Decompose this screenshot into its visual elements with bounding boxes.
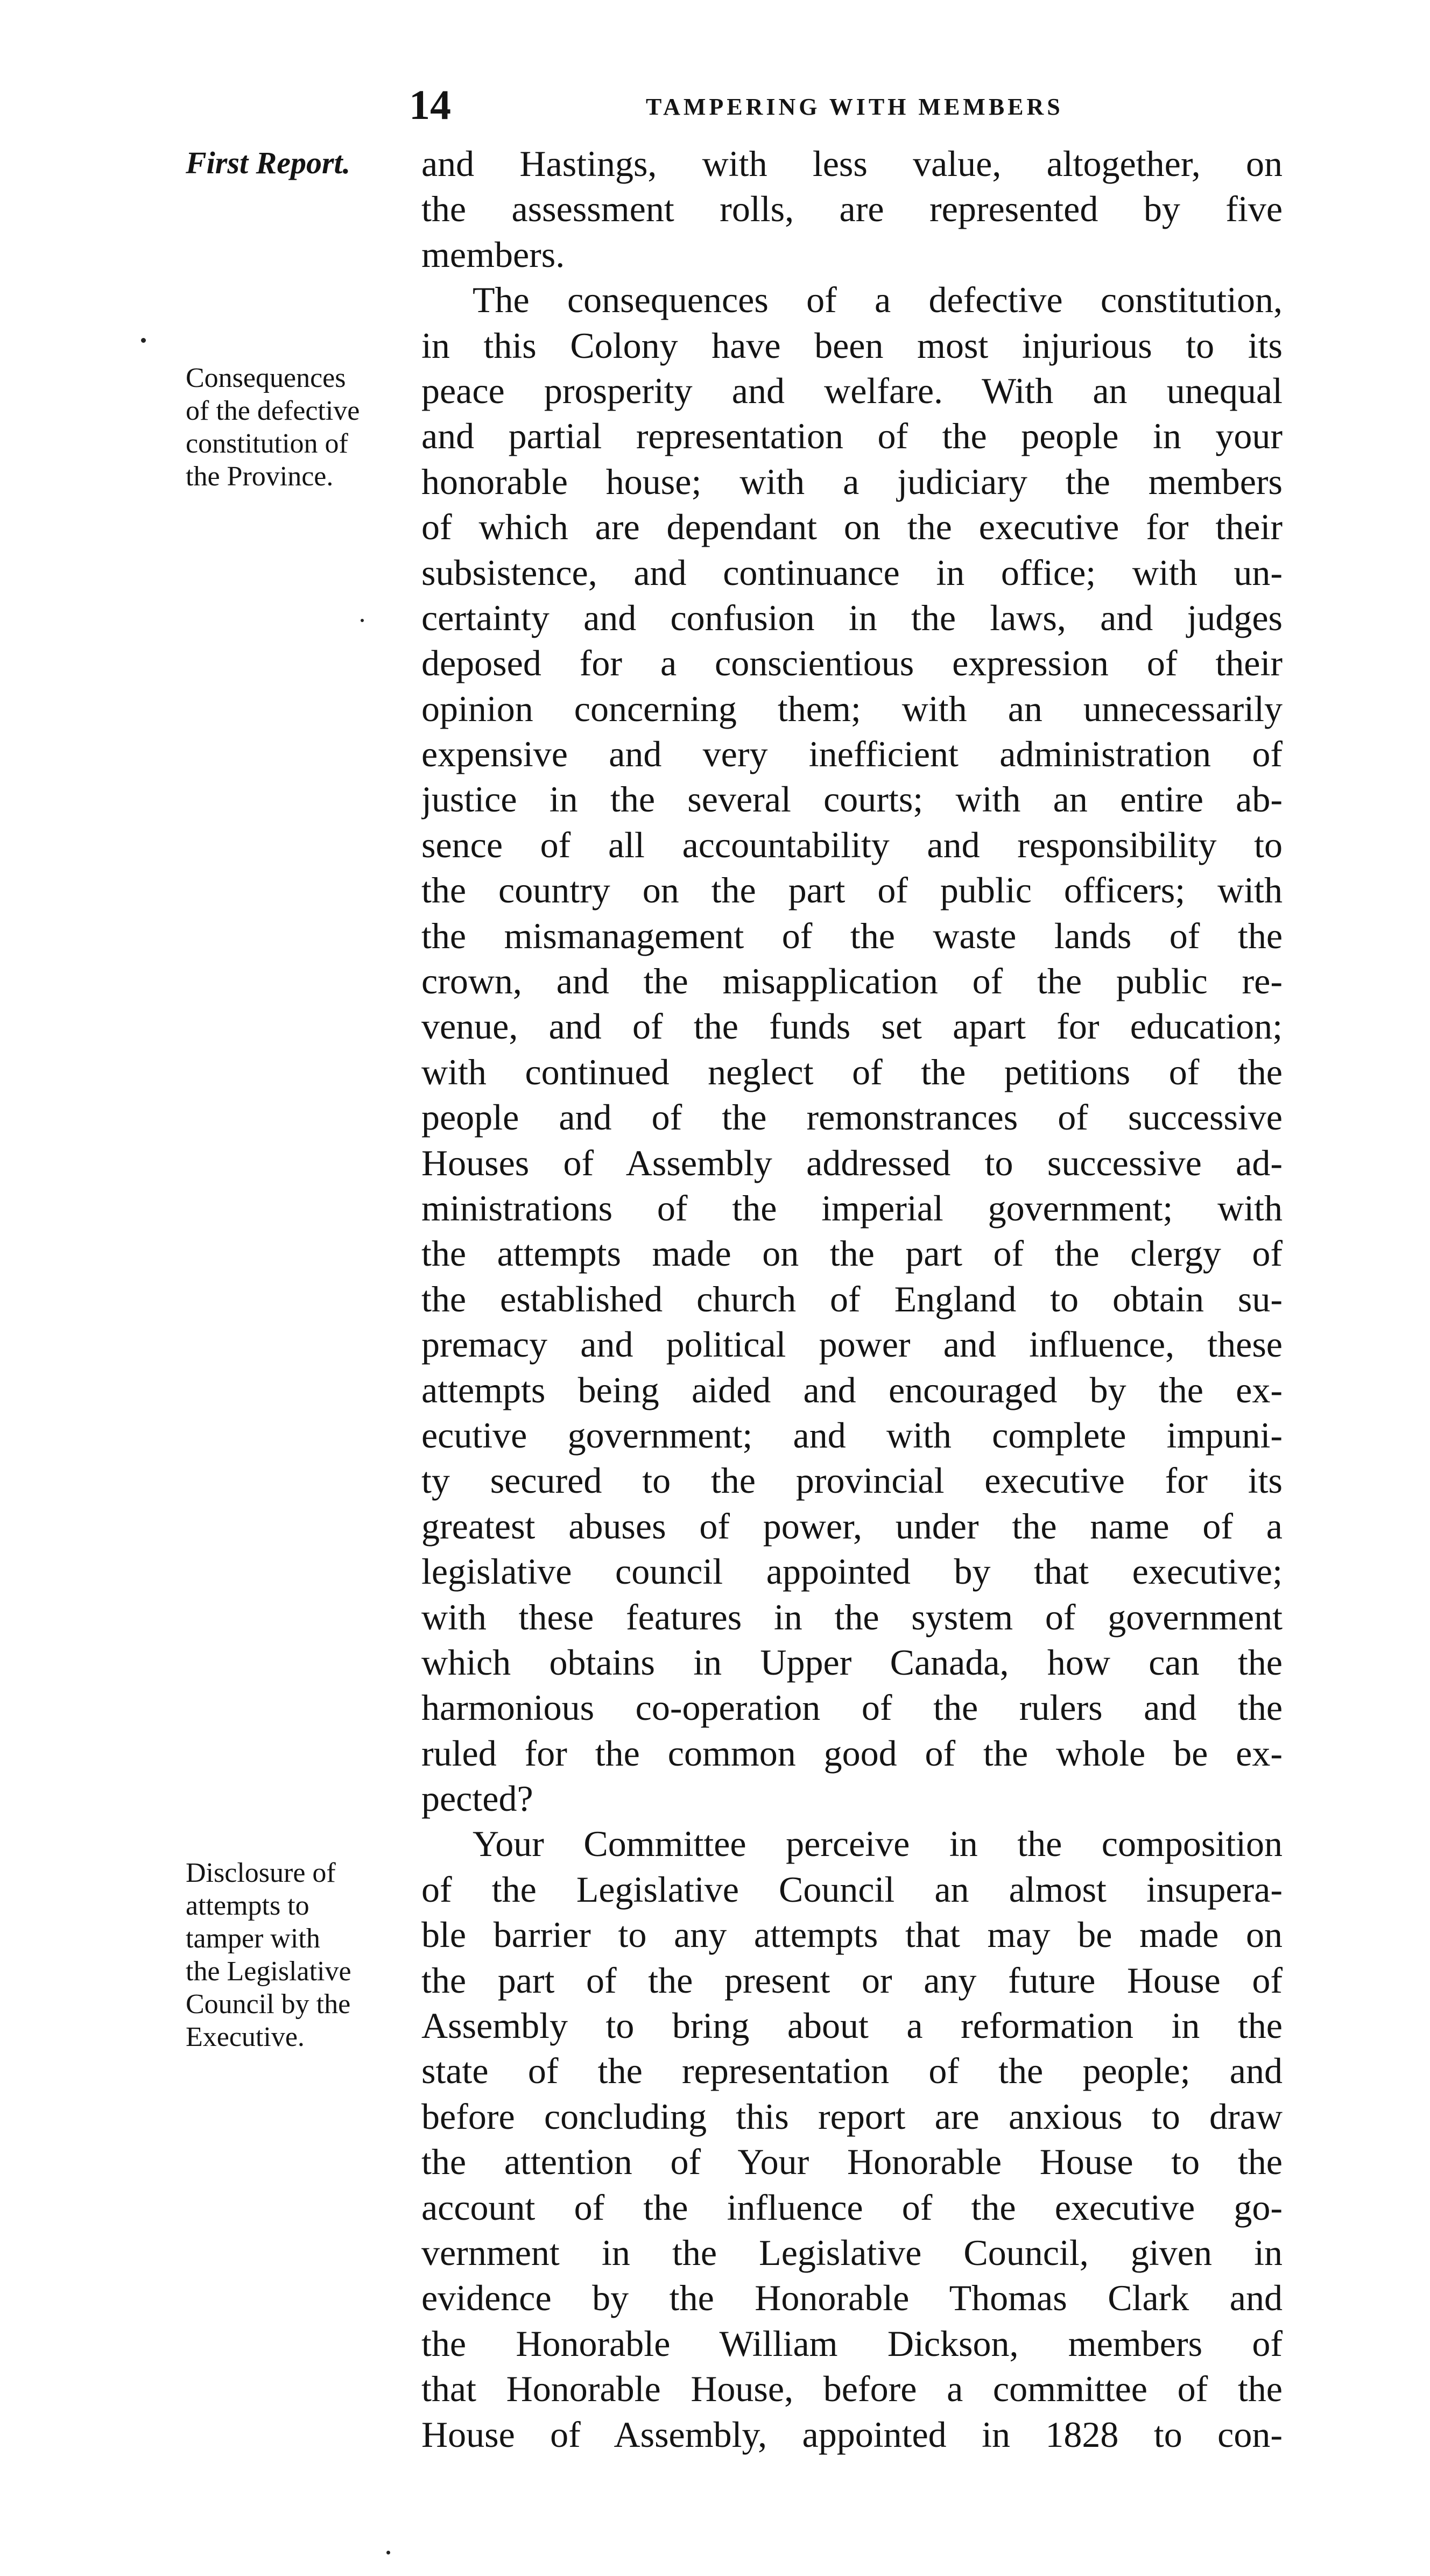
body-line: ecutive government; and with complete impuni- bbox=[421, 1414, 1283, 1456]
body-line: honorable house; with a judiciary the members bbox=[421, 461, 1283, 502]
margin-note-line: of the defective bbox=[186, 396, 360, 426]
body-line: legislative council appointed by that executive; bbox=[421, 1551, 1283, 1592]
margin-note-line: constitution of bbox=[186, 428, 348, 459]
body-line: certainty and confusion in the laws, and judges bbox=[421, 597, 1283, 638]
body-line: the attempts made on the part of the clergy of bbox=[421, 1233, 1283, 1274]
body-line: subsistence, and continuance in office; with un- bbox=[421, 552, 1283, 593]
margin-note-disclosure bbox=[186, 1857, 422, 2053]
print-speck bbox=[141, 338, 146, 343]
body-line: attempts being aided and encouraged by the ex- bbox=[421, 1369, 1283, 1410]
body-line: justice in the several courts; with an entire ab- bbox=[421, 779, 1283, 820]
margin-note-line: Council by the bbox=[186, 1989, 351, 2020]
body-line: harmonious co-operation of the rulers and the bbox=[421, 1687, 1283, 1728]
body-line: peace prosperity and welfare. With an unequal bbox=[421, 370, 1283, 411]
running-head: TAMPERING WITH MEMBERS bbox=[646, 94, 1063, 120]
body-line: ty secured to the provincial executive for its bbox=[421, 1460, 1283, 1501]
body-line: which obtains in Upper Canada, how can the bbox=[421, 1641, 1283, 1683]
margin-note-line: the Legislative bbox=[186, 1956, 351, 1987]
body-line: sence of all accountability and responsibility to bbox=[421, 824, 1283, 865]
body-line: of the Legislative Council an almost insupera- bbox=[421, 1868, 1283, 1910]
body-line: with these features in the system of government bbox=[421, 1596, 1283, 1638]
body-line: state of the representation of the people; and bbox=[421, 2050, 1283, 2092]
body-line: Houses of Assembly addressed to successive ad- bbox=[421, 1142, 1283, 1183]
body-line: ruled for the common good of the whole be ex- bbox=[421, 1732, 1283, 1774]
body-line: and partial representation of the people in your bbox=[421, 415, 1283, 457]
body-line: Assembly to bring about a reformation in the bbox=[421, 2005, 1283, 2046]
body-line: the mismanagement of the waste lands of the bbox=[421, 915, 1283, 956]
margin-note-line: Disclosure of bbox=[186, 1858, 336, 1888]
body-line: venue, and of the funds set apart for education; bbox=[421, 1006, 1283, 1047]
body-line: the country on the part of public officers; with bbox=[421, 870, 1283, 911]
margin-note-line: the Province. bbox=[186, 461, 334, 492]
page-header bbox=[0, 81, 1430, 129]
margin-note-consequences bbox=[186, 362, 422, 493]
body-line: and Hastings, with less value, altogether, on bbox=[421, 143, 1283, 184]
body-line: the attention of Your Honorable House to the bbox=[421, 2141, 1283, 2183]
body-line: ble barrier to any attempts that may be made on bbox=[421, 1914, 1283, 1956]
body-line: the established church of England to obtain su- bbox=[421, 1278, 1283, 1319]
margin-note-line: tamper with bbox=[186, 1923, 320, 1954]
body-line: crown, and the misapplication of the public re- bbox=[421, 961, 1283, 1002]
body-line: members. bbox=[421, 234, 565, 275]
body-line: the Honorable William Dickson, members of bbox=[421, 2323, 1283, 2364]
margin-note-line: First Report. bbox=[186, 145, 351, 180]
body-line: that Honorable House, before a committee of the bbox=[421, 2368, 1283, 2410]
print-speck bbox=[361, 619, 364, 622]
print-speck bbox=[386, 2551, 390, 2554]
margin-note-line: Executive. bbox=[186, 2022, 305, 2052]
body-line: House of Assembly, appointed in 1828 to con- bbox=[421, 2413, 1283, 2455]
body-line: Your Committee perceive in the composition bbox=[473, 1823, 1283, 1865]
body-line: greatest abuses of power, under the name of a bbox=[421, 1505, 1283, 1547]
body-line: pected? bbox=[421, 1778, 533, 1819]
body-line: opinion concerning them; with an unnecessarily bbox=[421, 688, 1283, 729]
body-line: ministrations of the imperial government; with bbox=[421, 1187, 1283, 1229]
body-line: deposed for a conscientious expression of their bbox=[421, 643, 1283, 684]
body-line: with continued neglect of the petitions of the bbox=[421, 1051, 1283, 1092]
body-line: The consequences of a defective constitution, bbox=[473, 279, 1283, 321]
body-line: the assessment rolls, are represented by five bbox=[421, 188, 1283, 230]
body-line: before concluding this report are anxious to draw bbox=[421, 2095, 1283, 2137]
body-line: people and of the remonstrances of successive bbox=[421, 1097, 1283, 1138]
body-line: the part of the present or any future House of bbox=[421, 1959, 1283, 2001]
body-line: evidence by the Honorable Thomas Clark and bbox=[421, 2277, 1283, 2319]
body-line: account of the influence of the executive go- bbox=[421, 2186, 1283, 2228]
body-line: premacy and political power and influence, these bbox=[421, 1324, 1283, 1365]
page-number: 14 bbox=[409, 81, 451, 128]
body-line: of which are dependant on the executive for their bbox=[421, 506, 1283, 548]
margin-note-line: Consequences bbox=[186, 363, 346, 393]
body-text bbox=[421, 141, 1283, 2457]
body-line: expensive and very inefficient administration of bbox=[421, 733, 1283, 775]
margin-note-first-report bbox=[186, 146, 422, 179]
body-line: in this Colony have been most injurious to its bbox=[421, 324, 1283, 366]
margin-note-line: attempts to bbox=[186, 1890, 309, 1921]
body-line: vernment in the Legislative Council, given in bbox=[421, 2232, 1283, 2273]
